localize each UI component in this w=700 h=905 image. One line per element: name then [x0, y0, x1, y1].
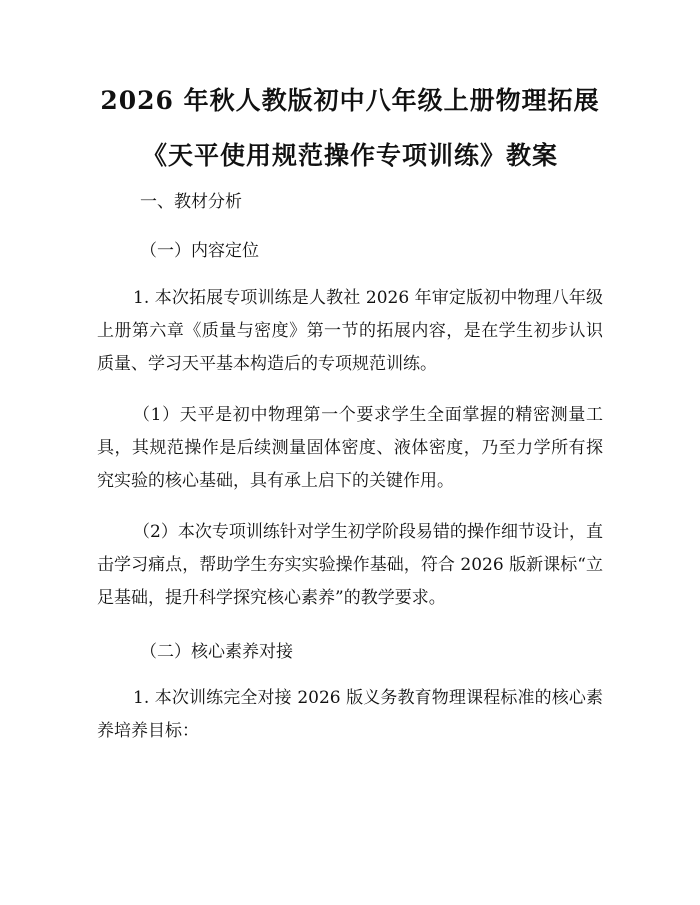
- paragraph-2: （1）天平是初中物理第一个要求学生全面掌握的精密测量工具，其规范操作是后续测量固体密度、液体密度，乃至力学所有探究实验的核心基础，具有承上启下的关键作用。: [97, 405, 603, 491]
- subsection-heading-content-positioning: （一）内容定位: [140, 241, 259, 261]
- document-title-line2: 《天平使用规范操作专项训练》教案: [141, 141, 558, 170]
- section-heading-textbook-analysis: 一、教材分析: [140, 192, 242, 212]
- document-title-line1: 2026 年秋人教版初中八年级上册物理拓展: [100, 86, 600, 115]
- paragraph-1: 1. 本次拓展专项训练是人教社 2026 年审定版初中物理八年级上册第六章《质量与密度》第一节的拓展内容，是在学生初步认识质量、学习天平基本构造后的专项规范训练。: [97, 288, 603, 374]
- paragraph-3: （2）本次专项训练针对学生初学阶段易错的操作细节设计，直击学习痛点，帮助学生夯实实验操作基础，符合 2026 版新课标“立足基础，提升科学探究核心素养”的教学要求。: [97, 522, 603, 608]
- paragraph-4: 1. 本次训练完全对接 2026 版义务教育物理课程标准的核心素养培养目标：: [97, 688, 603, 741]
- subsection-heading-core-literacy: （二）核心素养对接: [140, 642, 293, 662]
